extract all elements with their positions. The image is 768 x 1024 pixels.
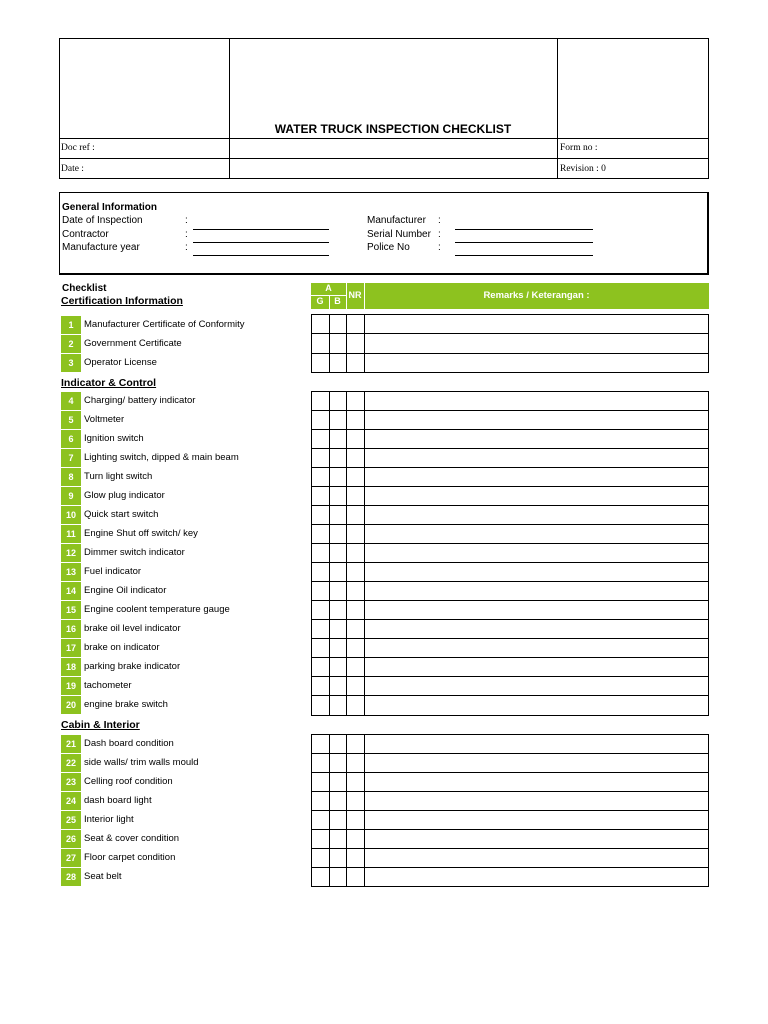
grid-row-line <box>311 810 709 811</box>
serial-number-label: Serial Number <box>367 229 431 240</box>
item-label: Manufacturer Certificate of Conformity <box>84 319 245 330</box>
grid-row-line <box>311 695 709 696</box>
grid-row-line <box>311 524 709 525</box>
colon: : <box>438 229 441 240</box>
section-title: Indicator & Control <box>61 377 157 389</box>
manufacture-year-field[interactable] <box>193 255 329 256</box>
item-number: 14 <box>61 582 81 600</box>
item-number: 22 <box>61 754 81 772</box>
grid-col-line <box>364 314 365 373</box>
grid-col-line <box>346 314 347 373</box>
item-label: Turn light switch <box>84 471 153 482</box>
item-label: Dimmer switch indicator <box>84 547 185 558</box>
item-number: 26 <box>61 830 81 848</box>
item-number: 10 <box>61 506 81 524</box>
police-no-label: Police No <box>367 242 410 253</box>
item-number: 20 <box>61 696 81 714</box>
item-number: 24 <box>61 792 81 810</box>
header-row-line-1 <box>59 138 709 139</box>
page-title: WATER TRUCK INSPECTION CHECKLIST <box>274 122 512 136</box>
item-label: Quick start switch <box>84 509 159 520</box>
section-grid-certification <box>311 314 709 373</box>
item-number: 4 <box>61 392 81 410</box>
grid-row-line <box>311 505 709 506</box>
item-number: 28 <box>61 868 81 886</box>
grid-row-line <box>311 600 709 601</box>
item-label: Ignition switch <box>84 433 144 444</box>
grid-row-line <box>311 581 709 582</box>
item-label: brake on indicator <box>84 642 160 653</box>
revision-label: Revision : 0 <box>560 164 606 174</box>
item-number: 6 <box>61 430 81 448</box>
item-number: 8 <box>61 468 81 486</box>
colon: : <box>438 242 441 253</box>
date-of-inspection-label: Date of Inspection <box>62 215 143 226</box>
grid-row-line <box>311 448 709 449</box>
item-number: 27 <box>61 849 81 867</box>
item-number: 25 <box>61 811 81 829</box>
item-number: 9 <box>61 487 81 505</box>
grid-col-line <box>346 734 347 887</box>
item-label: Engine Oil indicator <box>84 585 167 596</box>
item-label: Lighting switch, dipped & main beam <box>84 452 239 463</box>
item-number: 1 <box>61 316 81 334</box>
date-of-inspection-field[interactable] <box>193 229 329 230</box>
item-number: 5 <box>61 411 81 429</box>
grid-row-line <box>311 657 709 658</box>
header-row-line-2 <box>59 158 709 159</box>
item-number: 16 <box>61 620 81 638</box>
column-a-header: A <box>325 283 332 293</box>
item-label: dash board light <box>84 795 152 806</box>
item-label: Charging/ battery indicator <box>84 395 196 406</box>
item-label: Floor carpet condition <box>84 852 176 863</box>
grid-row-line <box>311 353 709 354</box>
contractor-field[interactable] <box>193 242 329 243</box>
grid-row-line <box>311 619 709 620</box>
section-grid-indicator <box>311 391 709 716</box>
item-number: 15 <box>61 601 81 619</box>
colon: : <box>185 229 188 240</box>
doc-ref-label: Doc ref : <box>61 143 95 153</box>
grid-col-line <box>364 391 365 716</box>
remarks-header: Remarks / Keterangan : <box>483 290 590 301</box>
item-label: engine brake switch <box>84 699 168 710</box>
grid-row-line <box>311 467 709 468</box>
grid-row-line <box>311 410 709 411</box>
item-label: Fuel indicator <box>84 566 142 577</box>
manufacture-year-label: Manufacture year <box>62 242 140 253</box>
grid-row-line <box>311 848 709 849</box>
grid-row-line <box>311 772 709 773</box>
item-number: 2 <box>61 335 81 353</box>
contractor-label: Contractor <box>62 229 109 240</box>
column-b-header: B <box>334 296 341 306</box>
item-label: tachometer <box>84 680 132 691</box>
colon: : <box>185 242 188 253</box>
item-label: Seat & cover condition <box>84 833 180 844</box>
item-number: 17 <box>61 639 81 657</box>
grid-col-line <box>346 391 347 716</box>
item-label: Voltmeter <box>84 414 125 425</box>
grid-row-line <box>311 543 709 544</box>
item-label: Seat belt <box>84 871 122 882</box>
general-info-heading: General Information <box>62 202 158 213</box>
column-g-header: G <box>316 296 324 306</box>
grid-row-line <box>311 429 709 430</box>
section-title: Certification Information <box>61 295 183 307</box>
item-label: Engine coolent temperature gauge <box>84 604 230 615</box>
item-label: Interior light <box>84 814 134 825</box>
item-label: Government Certificate <box>84 338 182 349</box>
serial-number-field[interactable] <box>455 242 593 243</box>
manufacturer-field[interactable] <box>455 229 593 230</box>
police-no-field[interactable] <box>455 255 593 256</box>
item-number: 13 <box>61 563 81 581</box>
column-nr-header: NR <box>348 290 362 300</box>
section-title: Cabin & Interior <box>61 719 140 731</box>
item-label: Celling roof condition <box>84 776 173 787</box>
grid-row-line <box>311 753 709 754</box>
grid-row-line <box>311 333 709 334</box>
grid-row-line <box>311 676 709 677</box>
grid-col-line <box>329 734 330 887</box>
item-label: Glow plug indicator <box>84 490 165 501</box>
grid-col-line <box>364 734 365 887</box>
item-number: 7 <box>61 449 81 467</box>
item-number: 19 <box>61 677 81 695</box>
item-label: parking brake indicator <box>84 661 181 672</box>
item-number: 21 <box>61 735 81 753</box>
grid-row-line <box>311 638 709 639</box>
grid-row-line <box>311 829 709 830</box>
item-number: 11 <box>61 525 81 543</box>
colon: : <box>438 215 441 226</box>
item-label: Dash board condition <box>84 738 174 749</box>
manufacturer-label: Manufacturer <box>367 215 426 226</box>
date-label: Date : <box>61 164 84 174</box>
form-no-label: Form no : <box>560 143 598 153</box>
item-number: 23 <box>61 773 81 791</box>
checklist-heading: Checklist <box>62 283 107 294</box>
item-label: side walls/ trim walls mould <box>84 757 199 768</box>
grid-row-line <box>311 562 709 563</box>
item-number: 3 <box>61 354 81 372</box>
item-label: Engine Shut off switch/ key <box>84 528 198 539</box>
colon: : <box>185 215 188 226</box>
grid-row-line <box>311 867 709 868</box>
item-number: 18 <box>61 658 81 676</box>
grid-col-line <box>329 391 330 716</box>
grid-row-line <box>311 486 709 487</box>
item-number: 12 <box>61 544 81 562</box>
item-label: Operator License <box>84 357 157 368</box>
grid-col-line <box>329 314 330 373</box>
item-label: brake oil level indicator <box>84 623 181 634</box>
grid-row-line <box>311 791 709 792</box>
